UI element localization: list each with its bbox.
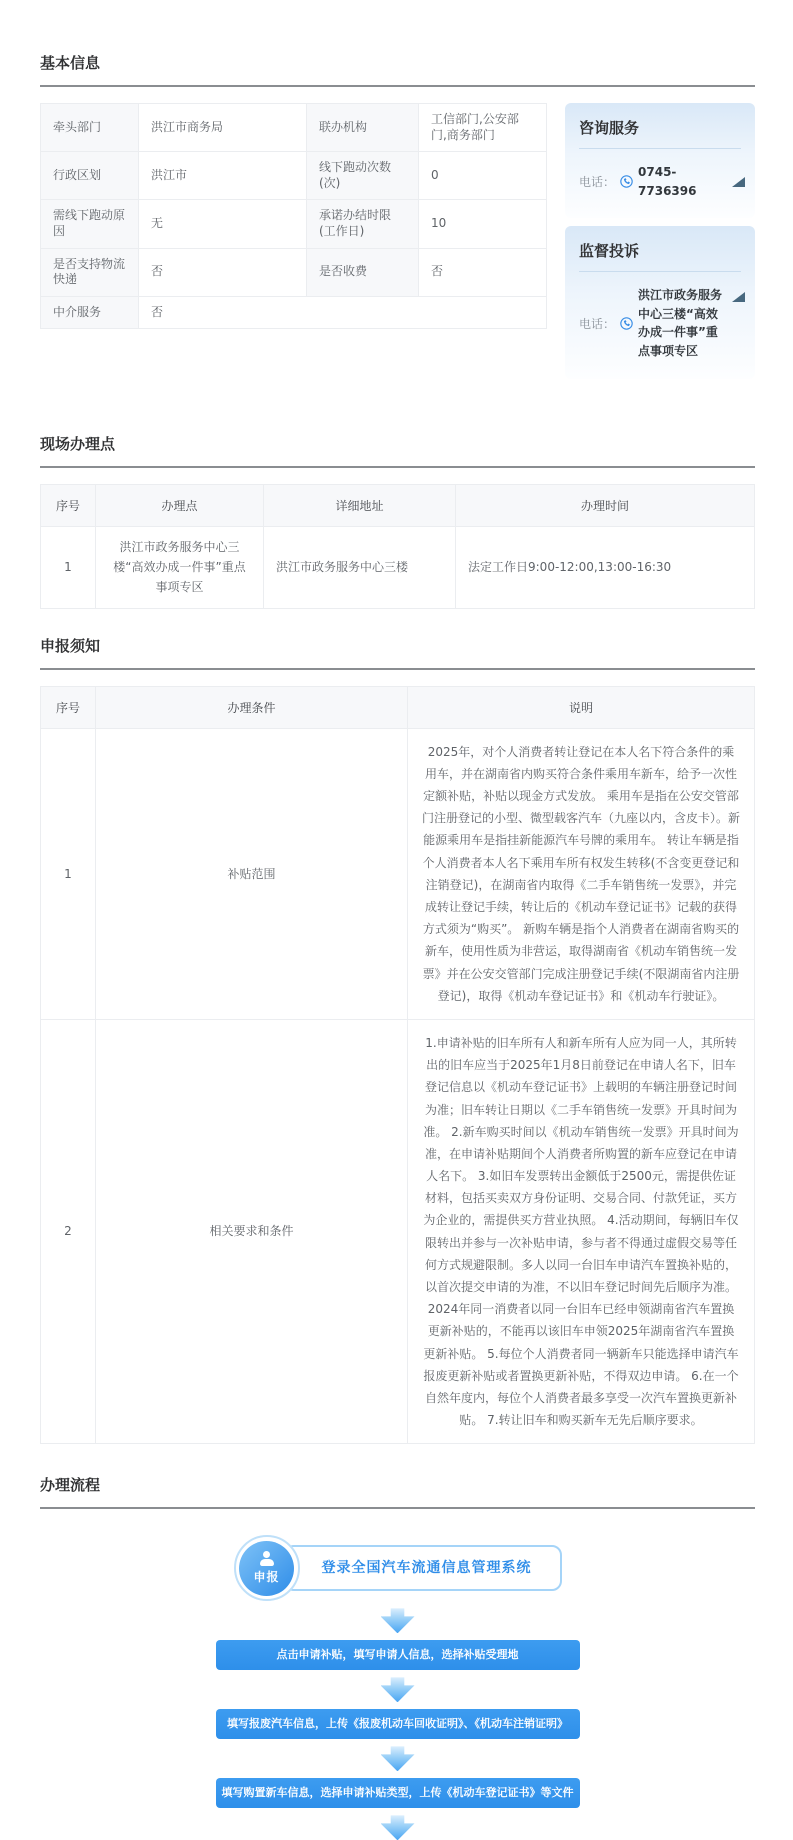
person-icon-body: [260, 1559, 274, 1566]
divider: [579, 271, 741, 272]
field-value: 否: [419, 248, 547, 296]
column-header: 办理时间: [456, 484, 755, 526]
apply-badge-inner: [239, 1541, 294, 1596]
section-divider: [40, 466, 755, 468]
field-label: 牵头部门: [41, 104, 139, 152]
complaint-phone-row: [579, 286, 741, 360]
column-header: 说明: [408, 686, 755, 728]
phone-icon: [620, 175, 633, 188]
site-points-table: [40, 484, 755, 609]
person-icon: [263, 1551, 270, 1558]
cell-no: 1: [41, 526, 96, 608]
section-title-notice: 申报须知: [40, 636, 101, 655]
field-label: 中介服务: [41, 296, 139, 329]
table-row: [41, 152, 547, 200]
field-label: 线下跑动次数(次): [307, 152, 419, 200]
cell-no: 2: [41, 1019, 96, 1443]
basic-info-table: [40, 103, 547, 329]
process-flowchart: [40, 1525, 755, 1840]
column-header: 办理点: [96, 484, 264, 526]
corner-triangle-icon: [732, 292, 745, 302]
cell-description: 2025年，对个人消费者转让登记在本人名下符合条件的乘用车，并在湖南省内购买符合条件乘用车新车，给予一次性定额补贴，补贴以现金方式发放。 乘用车是指在公安交管部门注册登记的小型、微型载客汽车（九座以内，含皮卡）。新能源乘用车是指挂新能源汽车号牌的乘用车。 转让车辆是指个人消费者本人名下乘用车所有权发生转移(不含变更登记和注销登记)，在湖南省内取得《二手车销售统一发票》，并完成转让登记手续，转让后的《机动车登记证书》记载的获得方式须为“购买”。 新购车辆是指个人消费者在湖南省购买的新车，使用性质为非营运，取得湖南省《机动车销售统一发票》并在公安交管部门完成注册登记手续(不限湖南省内注册登记)，取得《机动车登记证书》和《机动车行驶证》。: [408, 728, 755, 1019]
down-arrow-icon: [381, 1608, 415, 1633]
notice-table: [40, 686, 755, 1445]
cell-condition: 相关要求和条件: [96, 1019, 408, 1443]
down-arrow-icon: [381, 1677, 415, 1702]
field-value: 0: [419, 152, 547, 200]
cell-description: 1.申请补贴的旧车所有人和新车所有人应为同一人，其所转出的旧车应当于2025年1月8日前登记在申请人名下，旧车登记信息以《机动车登记证书》上载明的车辆注册登记时间为准；旧车转让日期以《二手车销售统一发票》开具时间为准。 2.新车购买时间以《机动车销售统一发票》开具时间为准，在申请补贴期间个人消费者所购置的新车应登记在申请人名下。 3.如旧车发票转出金额低于2500元，需提供佐证材料，包括买卖双方身份证明、交易合同、付款凭证，买方为企业的，需提供买方营业执照。 4.活动期间，每辆旧车仅限转出并参与一次补贴申请，参与者不得通过虚假交易等任何方式规避限制。多人以同一台旧车申请汽车置换补贴的，以首次提交申请的为准，不以旧车登记时间先后顺序为准。2024年同一消费者以同一台旧车已经申领湖南省汽车置换更新补贴的，不能再以该旧车申领2025年湖南省汽车置换更新补贴。 5.每位个人消费者同一辆新车只能选择申请汽车报废更新补贴或者置换更新补贴，不得双边申请。 6.在一个自然年度内，每位个人消费者最多享受一次汽车置换更新补贴。 7.转让旧车和购买新车无先后顺序要求。: [408, 1019, 755, 1443]
flow-step-3: 填写购置新车信息，选择申请补贴类型，上传《机动车登记证书》等文件: [216, 1778, 580, 1808]
section-title-site-points: 现场办理点: [40, 434, 116, 453]
table-row: [41, 296, 547, 329]
section-process: [40, 1474, 755, 1840]
table-row: [41, 200, 547, 248]
consult-phone-row: [579, 163, 741, 200]
divider: [579, 148, 741, 149]
flow-step-1: 点击申请补贴，填写申请人信息，选择补贴受理地: [216, 1640, 580, 1670]
complaint-location: 洪江市政务服务中心三楼“高效办成一件事”重点事项专区: [638, 288, 723, 358]
table-header-row: [41, 686, 755, 728]
cell-condition: 补贴范围: [96, 728, 408, 1019]
complaint-card: [565, 226, 755, 378]
cell-time: 法定工作日9:00-12:00,13:00-16:30: [456, 526, 755, 608]
column-header: 详细地址: [264, 484, 456, 526]
phone-label: 电话：: [579, 316, 616, 331]
table-row: [41, 526, 755, 608]
table-row: [41, 1019, 755, 1443]
column-header: 序号: [41, 484, 96, 526]
field-value: 洪江市商务局: [139, 104, 307, 152]
cell-no: 1: [41, 728, 96, 1019]
field-label: 需线下跑动原因: [41, 200, 139, 248]
field-label: 联办机构: [307, 104, 419, 152]
cell-address: 洪江市政务服务中心三楼: [264, 526, 456, 608]
field-label: 行政区划: [41, 152, 139, 200]
section-divider: [40, 668, 755, 670]
field-label: 承诺办结时限(工作日): [307, 200, 419, 248]
consult-service-card: [565, 103, 755, 218]
table-row: [41, 104, 547, 152]
complaint-title: 监督投诉: [579, 242, 640, 261]
field-value: 洪江市: [139, 152, 307, 200]
flow-step-2: 填写报废汽车信息，上传《报废机动车回收证明》、《机动车注销证明》: [216, 1709, 580, 1739]
column-header: 序号: [41, 686, 96, 728]
section-notice: [40, 635, 755, 1445]
field-label: 是否收费: [307, 248, 419, 296]
down-arrow-icon: [381, 1815, 415, 1840]
table-row: [41, 728, 755, 1019]
field-value: 工信部门,公安部门,商务部门: [419, 104, 547, 152]
field-label: 是否支持物流快递: [41, 248, 139, 296]
section-site-points: [40, 433, 755, 609]
table-row: [41, 248, 547, 296]
section-basic-info: [40, 52, 755, 387]
sidebar: [565, 103, 755, 387]
apply-badge: [234, 1535, 300, 1601]
table-header-row: [41, 484, 755, 526]
section-divider: [40, 85, 755, 87]
apply-badge-label: 申报: [253, 1570, 280, 1585]
field-value: 否: [139, 248, 307, 296]
column-header: 办理条件: [96, 686, 408, 728]
cell-point: 洪江市政务服务中心三楼“高效办成一件事”重点事项专区: [96, 526, 264, 608]
field-value: 无: [139, 200, 307, 248]
field-value: 10: [419, 200, 547, 248]
consult-phone-number: 0745-7736396: [638, 165, 697, 198]
flow-start-node: [40, 1535, 755, 1601]
section-title-process: 办理流程: [40, 1476, 101, 1495]
section-title-basic-info: 基本信息: [40, 54, 101, 72]
corner-triangle-icon: [732, 177, 745, 187]
phone-label: 电话：: [579, 175, 616, 190]
consult-service-title: 咨询服务: [579, 119, 640, 137]
down-arrow-icon: [381, 1746, 415, 1771]
phone-icon: [620, 317, 633, 330]
flow-start-label: 登录全国汽车流通信息管理系统: [284, 1545, 562, 1591]
section-divider: [40, 1507, 755, 1509]
field-value: 否: [139, 296, 547, 329]
